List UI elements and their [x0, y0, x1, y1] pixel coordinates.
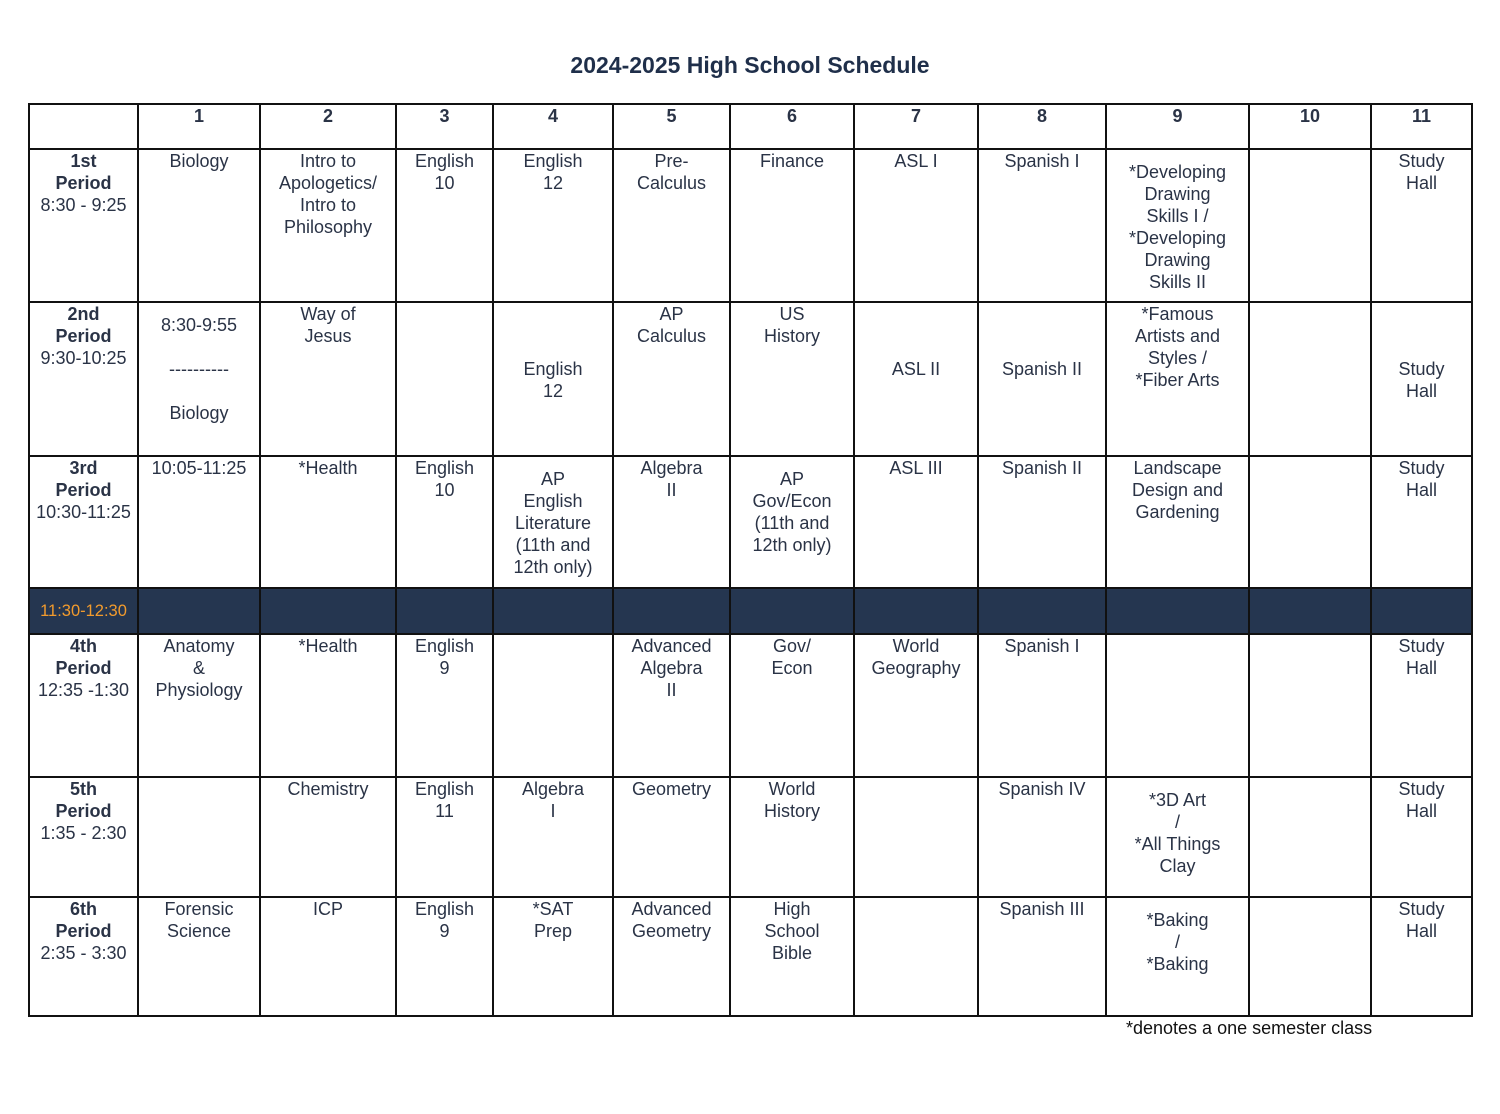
- lunch-time: 11:30-12:30: [29, 588, 138, 634]
- lunch-cell: [493, 588, 613, 634]
- period-time: 8:30 - 9:25: [40, 195, 127, 215]
- class-cell: English 10: [396, 456, 493, 588]
- lunch-cell: [854, 588, 978, 634]
- lunch-cell: [1106, 588, 1249, 634]
- period-time: 9:30-10:25: [40, 348, 127, 368]
- class-cell: 10:05-11:25: [138, 456, 260, 588]
- class-cell: [854, 777, 978, 897]
- class-cell: Spanish III: [978, 897, 1106, 1016]
- period-label: [29, 897, 138, 1016]
- class-cell: Spanish I: [978, 149, 1106, 302]
- column-header-2: 2: [260, 104, 396, 149]
- class-cell: Chemistry: [260, 777, 396, 897]
- class-cell: English 12: [493, 149, 613, 302]
- period-name: 6th Period: [55, 899, 112, 941]
- column-header-5: 5: [613, 104, 730, 149]
- class-cell: *Health: [260, 634, 396, 777]
- period-label: [29, 302, 138, 456]
- schedule-table: [28, 103, 1473, 1017]
- column-header-7: 7: [854, 104, 978, 149]
- header-corner: [29, 104, 138, 149]
- class-cell: English 10: [396, 149, 493, 302]
- lunch-cell: [260, 588, 396, 634]
- class-cell: World Geography: [854, 634, 978, 777]
- class-cell: 8:30-9:55 ---------- Biology: [138, 302, 260, 456]
- class-cell: English 9: [396, 634, 493, 777]
- column-header-10: 10: [1249, 104, 1371, 149]
- class-cell: ASL I: [854, 149, 978, 302]
- class-cell: [1249, 777, 1371, 897]
- class-cell: English 12: [493, 302, 613, 456]
- period-label: [29, 777, 138, 897]
- class-cell: Study Hall: [1371, 456, 1472, 588]
- page-title: 2024-2025 High School Schedule: [570, 52, 930, 78]
- period-label: [29, 634, 138, 777]
- period-row-3: [29, 456, 1472, 588]
- period-name: 1st Period: [55, 151, 112, 193]
- class-cell: ASL III: [854, 456, 978, 588]
- class-cell: [1249, 149, 1371, 302]
- period-row-4: [29, 634, 1472, 777]
- class-cell: [1249, 634, 1371, 777]
- column-header-9: 9: [1106, 104, 1249, 149]
- class-cell: US History: [730, 302, 854, 456]
- class-cell: Study Hall: [1371, 634, 1472, 777]
- class-cell: *Baking / *Baking: [1106, 897, 1249, 1016]
- class-cell: [1249, 897, 1371, 1016]
- column-header-3: 3: [396, 104, 493, 149]
- class-cell: High School Bible: [730, 897, 854, 1016]
- period-label: [29, 149, 138, 302]
- period-name: 4th Period: [55, 636, 112, 678]
- class-cell: [138, 777, 260, 897]
- class-cell: Geometry: [613, 777, 730, 897]
- class-cell: [396, 302, 493, 456]
- class-cell: Way of Jesus: [260, 302, 396, 456]
- lunch-cell: [1249, 588, 1371, 634]
- class-cell: Spanish II: [978, 456, 1106, 588]
- column-header-4: 4: [493, 104, 613, 149]
- period-row-2: [29, 302, 1472, 456]
- class-cell: World History: [730, 777, 854, 897]
- period-time: 10:30-11:25: [36, 502, 131, 522]
- period-row-1: [29, 149, 1472, 302]
- class-cell: AP Gov/Econ (11th and 12th only): [730, 456, 854, 588]
- period-name: 5th Period: [55, 779, 112, 821]
- class-cell: Study Hall: [1371, 149, 1472, 302]
- period-time: 12:35 -1:30: [37, 680, 130, 700]
- class-cell: *SAT Prep: [493, 897, 613, 1016]
- class-cell: ASL II: [854, 302, 978, 456]
- class-cell: Pre- Calculus: [613, 149, 730, 302]
- class-cell: [1106, 634, 1249, 777]
- class-cell: Gov/ Econ: [730, 634, 854, 777]
- period-name: 2nd Period: [55, 304, 112, 346]
- class-cell: *3D Art / *All Things Clay: [1106, 777, 1249, 897]
- class-cell: Biology: [138, 149, 260, 302]
- period-row-6: [29, 897, 1472, 1016]
- class-cell: English 9: [396, 897, 493, 1016]
- class-cell: AP Calculus: [613, 302, 730, 456]
- class-cell: English 11: [396, 777, 493, 897]
- class-cell: [493, 634, 613, 777]
- class-cell: Spanish IV: [978, 777, 1106, 897]
- class-cell: ICP: [260, 897, 396, 1016]
- class-cell: Algebra I: [493, 777, 613, 897]
- lunch-cell: [138, 588, 260, 634]
- class-cell: Study Hall: [1371, 302, 1472, 456]
- column-header-8: 8: [978, 104, 1106, 149]
- class-cell: [1249, 302, 1371, 456]
- column-header-11: 11: [1371, 104, 1472, 149]
- class-cell: Anatomy & Physiology: [138, 634, 260, 777]
- class-cell: Study Hall: [1371, 897, 1472, 1016]
- column-header-1: 1: [138, 104, 260, 149]
- lunch-cell: [978, 588, 1106, 634]
- class-cell: *Health: [260, 456, 396, 588]
- lunch-row: [29, 588, 1472, 634]
- column-header-6: 6: [730, 104, 854, 149]
- class-cell: [1249, 456, 1371, 588]
- period-label: [29, 456, 138, 588]
- class-cell: *Developing Drawing Skills I / *Developing Drawing Skills II: [1106, 149, 1249, 302]
- class-cell: Advanced Geometry: [613, 897, 730, 1016]
- class-cell: Landscape Design and Gardening: [1106, 456, 1249, 588]
- lunch-cell: [396, 588, 493, 634]
- class-cell: [854, 897, 978, 1016]
- class-cell: Study Hall: [1371, 777, 1472, 897]
- period-name: 3rd Period: [55, 458, 112, 500]
- period-row-5: [29, 777, 1472, 897]
- class-cell: Spanish II: [978, 302, 1106, 456]
- class-cell: Spanish I: [978, 634, 1106, 777]
- lunch-cell: [613, 588, 730, 634]
- class-cell: Forensic Science: [138, 897, 260, 1016]
- period-time: 2:35 - 3:30: [40, 943, 127, 963]
- lunch-cell: [1371, 588, 1472, 634]
- class-cell: Algebra II: [613, 456, 730, 588]
- header-row: [29, 104, 1472, 149]
- class-cell: *Famous Artists and Styles / *Fiber Arts: [1106, 302, 1249, 456]
- class-cell: Finance: [730, 149, 854, 302]
- class-cell: Advanced Algebra II: [613, 634, 730, 777]
- class-cell: AP English Literature (11th and 12th only): [493, 456, 613, 588]
- footnote: *denotes a one semester class: [1126, 1018, 1373, 1038]
- lunch-cell: [730, 588, 854, 634]
- class-cell: Intro to Apologetics/ Intro to Philosophy: [260, 149, 396, 302]
- period-time: 1:35 - 2:30: [40, 823, 127, 843]
